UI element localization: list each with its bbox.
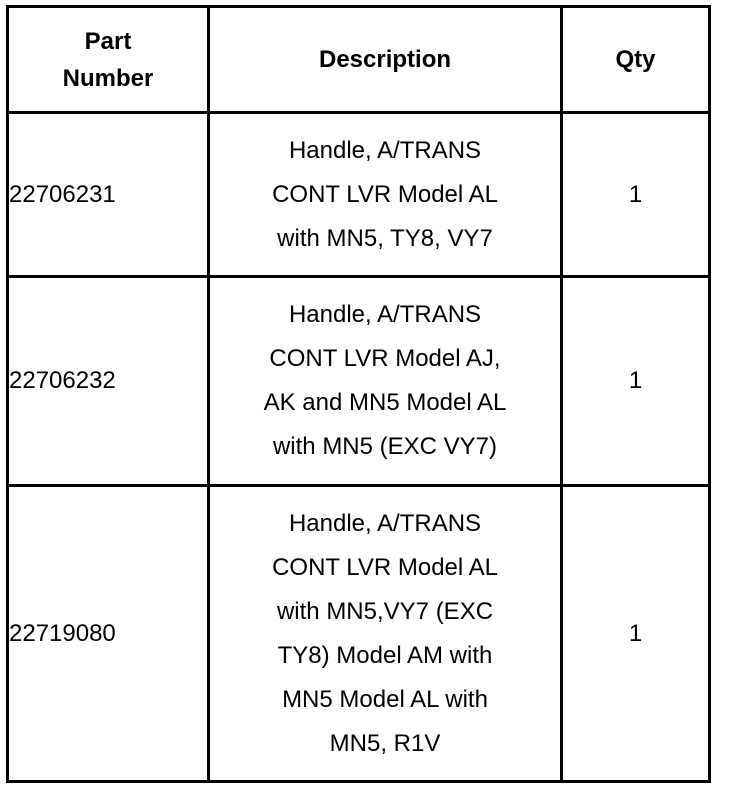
part-number-cell: 22706232 [8, 277, 209, 486]
header-description: Description [209, 7, 562, 113]
header-part-number-line-2: Number [62, 64, 154, 92]
qty-cell: 1 [562, 486, 710, 782]
description-line: MN5, R1V [329, 729, 441, 757]
description-line: MN5 Model AL with [282, 685, 488, 713]
description-line: with MN5 (EXC VY7) [272, 433, 498, 460]
description-line: CONT LVR Model AL [272, 180, 498, 208]
description-line: Handle, A/TRANS [288, 136, 482, 164]
table-row [8, 113, 710, 277]
description-line: CONT LVR Model AJ, [269, 345, 501, 372]
description-cell [209, 277, 562, 486]
table-row [8, 277, 710, 486]
header-row [8, 7, 710, 113]
description-line: Handle, A/TRANS [288, 301, 482, 328]
parts-table [6, 5, 711, 783]
header-part-number-line-1: Part [84, 27, 132, 55]
part-number-cell: 22706231 [8, 113, 209, 277]
part-number-cell: 22719080 [8, 486, 209, 782]
description-line: CONT LVR Model AL [272, 553, 498, 581]
description-line: with MN5, TY8, VY7 [277, 224, 493, 252]
description-line: Handle, A/TRANS [288, 509, 482, 537]
description-line: AK and MN5 Model AL [263, 389, 507, 416]
header-qty: Qty [562, 7, 710, 113]
table-row [8, 486, 710, 782]
header-part-number [8, 7, 209, 113]
description-line: with MN5,VY7 (EXC [276, 597, 494, 625]
description-line: TY8) Model AM with [277, 641, 493, 669]
description-cell [209, 113, 562, 277]
qty-cell: 1 [562, 113, 710, 277]
description-cell [209, 486, 562, 782]
qty-cell: 1 [562, 277, 710, 486]
